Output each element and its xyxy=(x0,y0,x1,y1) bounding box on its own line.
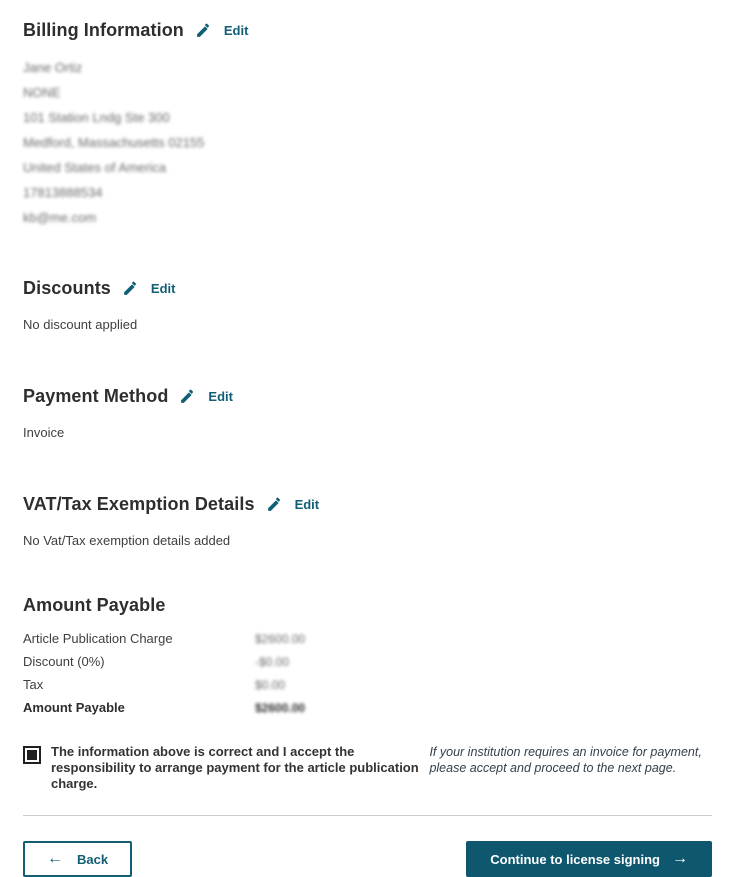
discounts-edit-label[interactable]: Edit xyxy=(150,281,176,296)
vat-section-title: VAT/Tax Exemption Details xyxy=(23,494,255,514)
billing-address-block xyxy=(23,61,712,224)
payment-section-header xyxy=(23,386,712,407)
checkbox-checked-mark xyxy=(27,750,37,760)
arrow-left-icon: ← xyxy=(47,850,63,867)
confirmation-checkbox-group xyxy=(23,744,429,792)
payment-method-value: Invoice xyxy=(23,425,65,440)
vat-edit-link[interactable] xyxy=(266,496,320,513)
table-row-amount-payable-total xyxy=(23,700,712,723)
charge-value: $2600.00 xyxy=(255,701,306,715)
edit-pencil-icon[interactable] xyxy=(179,388,196,405)
charge-value: $0.00 xyxy=(255,678,286,692)
amount-payable-table xyxy=(23,631,712,723)
billing-organization: NONE xyxy=(23,85,61,100)
table-row-publication-charge xyxy=(23,631,712,654)
table-row-discount xyxy=(23,654,712,677)
confirmation-label[interactable]: The information above is correct and I accept the responsibility to arrange payment for the article publication charge. xyxy=(51,744,419,791)
discounts-section-title: Discounts xyxy=(23,278,111,298)
charge-label: Tax xyxy=(23,677,44,692)
billing-section-header xyxy=(23,20,712,41)
vat-status-text: No Vat/Tax exemption details added xyxy=(23,533,231,548)
continue-to-license-signing-button[interactable] xyxy=(466,841,712,877)
billing-section-title: Billing Information xyxy=(23,20,184,40)
table-row-tax xyxy=(23,677,712,700)
billing-phone: 17813888534 xyxy=(23,185,103,200)
accept-responsibility-checkbox[interactable] xyxy=(23,746,41,764)
payment-section-title: Payment Method xyxy=(23,386,169,406)
footer-divider xyxy=(23,815,712,816)
back-button[interactable] xyxy=(23,841,132,877)
edit-pencil-icon[interactable] xyxy=(195,22,212,39)
vat-edit-label[interactable]: Edit xyxy=(294,497,320,512)
billing-street: 101 Station Lndg Ste 300 xyxy=(23,110,170,125)
charge-label: Amount Payable xyxy=(23,700,125,715)
discounts-status-text: No discount applied xyxy=(23,317,138,332)
charge-value: -$0.00 xyxy=(255,655,290,669)
payment-edit-label[interactable]: Edit xyxy=(208,389,233,404)
charge-value: $2600.00 xyxy=(255,632,306,646)
edit-pencil-icon[interactable] xyxy=(122,280,139,297)
amount-payable-section-header xyxy=(23,595,712,616)
amount-payable-section-title: Amount Payable xyxy=(23,595,166,615)
billing-email: kb@me.com xyxy=(23,210,97,225)
back-button-label: Back xyxy=(77,851,109,867)
charge-label: Discount (0%) xyxy=(23,654,105,669)
continue-button-label: Continue to license signing xyxy=(490,851,660,867)
footer-actions xyxy=(23,841,712,877)
billing-name: Jane Ortiz xyxy=(23,60,83,75)
confirmation-row xyxy=(23,744,712,792)
edit-pencil-icon[interactable] xyxy=(266,496,283,513)
discounts-edit-link[interactable] xyxy=(122,280,176,297)
payment-edit-link[interactable] xyxy=(179,388,233,405)
invoice-note-text: If your institution requires an invoice for payment, please accept and proceed to the next page. xyxy=(429,745,702,775)
arrow-right-icon: → xyxy=(672,850,688,867)
discounts-section-header xyxy=(23,278,712,299)
billing-edit-label[interactable]: Edit xyxy=(223,23,249,38)
vat-section-header xyxy=(23,494,712,515)
billing-edit-link[interactable] xyxy=(195,22,249,39)
billing-city-state-zip: Medford, Massachusetts 02155 xyxy=(23,135,205,150)
charge-label: Article Publication Charge xyxy=(23,631,173,646)
billing-country: United States of America xyxy=(23,160,167,175)
